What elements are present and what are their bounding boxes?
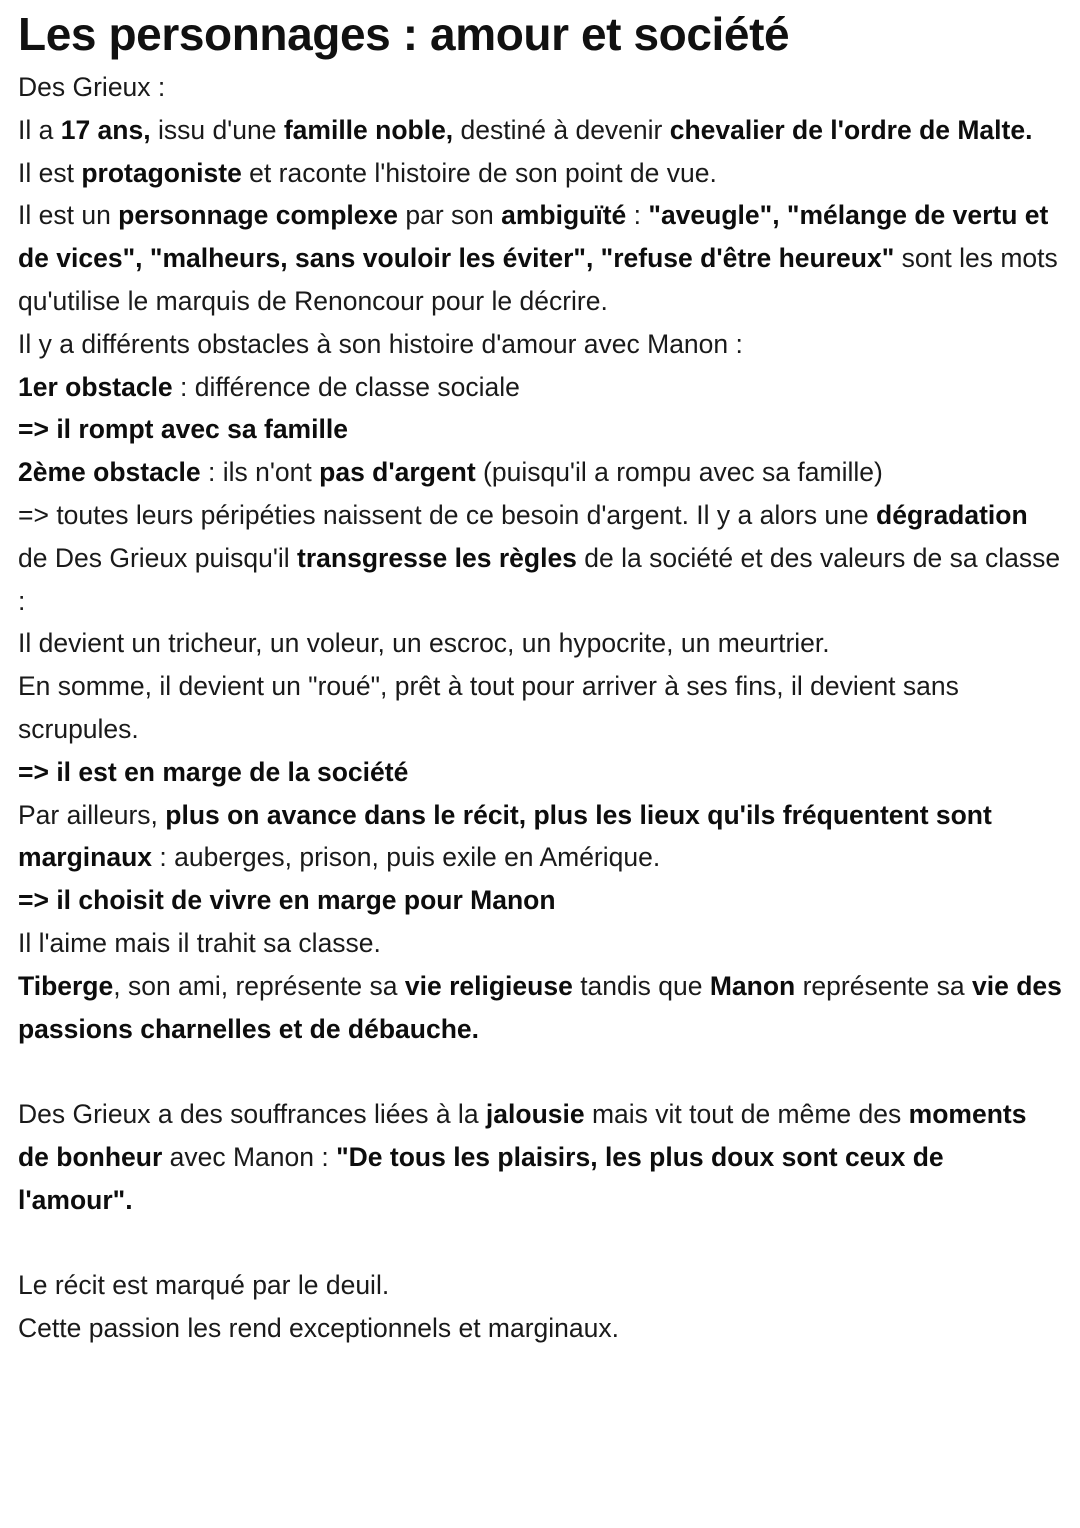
text-run: Des Grieux : [18,72,166,102]
text-run-bold: chevalier de l'ordre de Malte. [669,114,1033,145]
line-obstacle-2 [18,451,1064,494]
line-age-famille [18,109,1064,152]
text-run-bold: => il est en marge de la société [18,756,409,787]
text-run: (puisqu'il a rompu avec sa famille) [475,457,883,488]
line-aime-trahit [18,922,1064,965]
text-run: destiné à devenir [453,114,670,145]
text-run-bold: => il rompt avec sa famille [18,414,348,445]
line-roue [18,665,1064,751]
text-run: de Des Grieux puisqu'il [18,542,298,573]
text-run: par son [398,200,502,231]
text-run: Des Grieux a des souffrances liées à la [18,1099,486,1130]
text-run: tandis que [572,970,710,1001]
text-run: Il y a différents obstacles à son histoire d'amour avec Manon : [18,328,743,359]
line-tiberge-manon [18,965,1064,1051]
text-run: => toutes leurs péripéties naissent de ce besoin d'argent. Il y a alors une [18,499,877,530]
paragraph-des-grieux-intro [18,66,1064,1050]
text-run: , son ami, représente sa [113,970,405,1001]
text-run-bold: jalousie [485,1099,585,1130]
line-obstacles-intro [18,323,1064,366]
text-run-bold: 2ème obstacle [18,457,201,488]
text-run-bold: famille noble, [283,114,454,145]
line-lieux-marginaux [18,794,1064,880]
text-run: représente sa [795,970,973,1001]
line-deuil [18,1264,1064,1307]
text-run: avec Manon : [162,1141,337,1172]
text-run-bold: => il choisit de vivre en marge pour Manon [18,885,556,916]
text-run: Il a [18,114,61,145]
text-run: : ils n'ont [200,457,320,488]
text-run-bold: protagoniste [81,157,242,188]
text-run-bold: vie religieuse [404,970,573,1001]
text-run: : différence de classe sociale [172,371,520,402]
text-run-bold: 17 ans, [60,114,151,145]
line-protagoniste [18,152,1064,195]
text-run: sont les mots qu'utilise le marquis de Renoncour pour le décrire. [18,243,1058,316]
line-exceptionnels [18,1307,1064,1350]
text-run: Par ailleurs, [18,799,166,830]
line-obstacle-1 [18,366,1064,409]
line-des-grieux-label [18,66,1064,109]
text-run: En somme, il devient un "roué", prêt à tout pour arriver à ses fins, il devient sans scrupules. [18,671,959,744]
line-tricheur [18,622,1064,665]
text-run: : [626,200,649,231]
document-body [18,66,1064,1350]
text-run: mais vit tout de même des [584,1099,909,1130]
text-run-bold: vie des passions charnelles et de débauche. [18,970,1062,1044]
text-run: issu d'une [150,114,284,145]
text-run-bold: transgresse les règles [297,542,577,573]
text-run: et raconte l'histoire de son point de vue. [241,157,717,188]
paragraph-spacer [18,1222,1064,1265]
text-run-bold: "aveugle", "mélange de vertu et de vices", "malheurs, sans vouloir les éviter", "refuse d'être heureux" [18,200,1049,274]
paragraph-spacer [18,1050,1064,1093]
text-run-bold: 1er obstacle [18,371,173,402]
text-run-bold: moments de bonheur [18,1099,1027,1172]
text-run: Il est [18,157,82,188]
text-run: Il l'aime mais il trahit sa classe. [18,927,381,958]
text-run-bold: personnage complexe [118,200,398,231]
line-consequence-choisit [18,879,1064,922]
text-run: Cette passion les rend exceptionnels et marginaux. [18,1313,620,1344]
line-personnage-complexe [18,194,1064,322]
text-run-bold: ambiguïté [501,200,627,231]
line-consequence-rupture [18,408,1064,451]
text-run-bold: "De tous les plaisirs, les plus doux sont ceux de l'amour". [18,1141,944,1215]
text-run-bold: plus on avance dans le récit, plus les lieux qu'ils fréquentent sont marginaux [18,799,992,873]
line-peripeties-degradation [18,494,1064,622]
text-run-bold: dégradation [876,499,1028,530]
page-title: Les personnages : amour et société [18,8,790,60]
text-run: Le récit est marqué par le deuil. [18,1270,390,1301]
text-run-bold: Tiberge [18,970,114,1001]
text-run-bold: pas d'argent [319,457,476,488]
paragraph-jalousie-bonheur [18,1093,1064,1221]
line-consequence-marge [18,751,1064,794]
paragraph-deuil-conclusion [18,1264,1064,1350]
text-run: de la société et des valeurs de sa classe : [18,542,1061,616]
text-run: Il devient un tricheur, un voleur, un escroc, un hypocrite, un meurtrier. [18,628,830,659]
text-run-bold: Manon [709,970,796,1001]
text-run: Il est un [18,200,119,231]
line-jalousie-bonheur [18,1093,1064,1221]
text-run: : auberges, prison, puis exile en Amérique. [152,842,661,873]
